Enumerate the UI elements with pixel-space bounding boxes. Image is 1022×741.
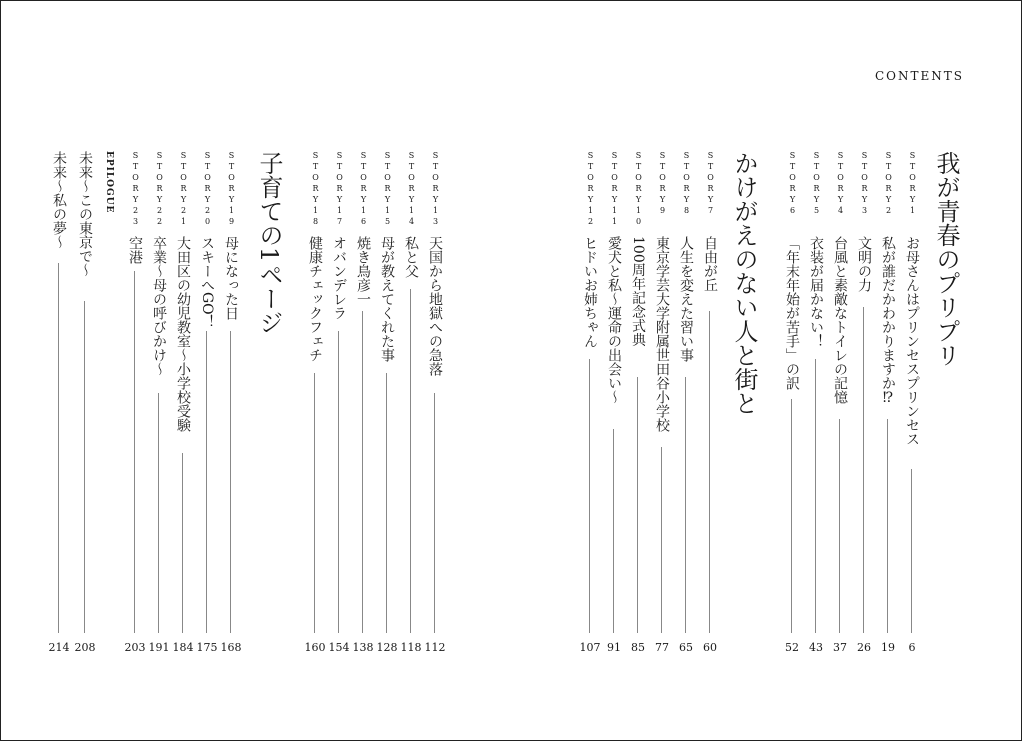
story-title: 東京学芸大学附属世田谷小学校: [654, 236, 670, 432]
page-number: 43: [809, 641, 823, 654]
section-title-1: 我が青春のプリプリ: [932, 151, 960, 367]
leader-line: [434, 393, 435, 633]
epilogue-title: 未来～この東京で～: [77, 151, 93, 277]
story-number: STORY14: [407, 151, 416, 228]
story-number: STORY10: [634, 151, 643, 228]
story-number: STORY6: [788, 151, 797, 217]
leader-line: [410, 289, 411, 633]
story-title: 健康チェックフェチ: [307, 236, 323, 362]
story-number: STORY1: [908, 151, 917, 217]
story-title: 衣装が届かない！: [808, 236, 824, 348]
page-number: 191: [148, 641, 170, 654]
story-title: 私と父: [403, 236, 419, 278]
story-title: お母さんはプリンセスプリンセス: [904, 236, 920, 446]
page-number: 154: [328, 641, 350, 654]
story-title: 空港: [127, 236, 143, 264]
leader-line: [637, 377, 638, 633]
leader-line: [911, 469, 912, 633]
story-number: STORY7: [706, 151, 715, 217]
page-number: 160: [304, 641, 326, 654]
story-title: 焼き鳥彦一: [355, 236, 371, 306]
leader-line: [362, 311, 363, 633]
story-number: STORY9: [658, 151, 667, 217]
story-number: STORY13: [431, 151, 440, 228]
story-title: 文明の力: [856, 236, 872, 292]
section-title-2: かけがえのない人と街と: [730, 151, 758, 415]
leader-line: [613, 429, 614, 633]
page-number: 168: [220, 641, 242, 654]
leader-line: [791, 399, 792, 633]
leader-line: [134, 271, 135, 633]
story-title: ヒドいお姉ちゃん: [582, 236, 598, 348]
story-title: 100周年記念式典: [630, 236, 646, 347]
story-number: STORY5: [812, 151, 821, 217]
story-title: 「年末年始が苦手」の訳: [784, 236, 800, 390]
story-number: STORY16: [359, 151, 368, 228]
leader-line: [661, 447, 662, 633]
story-title: 私が誰だかわかりますか⁉: [880, 236, 896, 406]
leader-line: [58, 263, 59, 633]
leader-line: [839, 419, 840, 633]
page-number: 128: [376, 641, 398, 654]
page-number: 85: [631, 641, 645, 654]
page-number: 175: [196, 641, 218, 654]
leader-line: [386, 373, 387, 633]
story-number: STORY4: [836, 151, 845, 217]
leader-line: [206, 331, 207, 633]
story-title: 母になった日: [223, 236, 239, 320]
page-number: 184: [172, 641, 194, 654]
story-number: STORY17: [335, 151, 344, 228]
leader-line: [589, 359, 590, 633]
page-number: 208: [74, 641, 96, 654]
story-number: STORY12: [586, 151, 595, 228]
story-number: STORY20: [203, 151, 212, 228]
leader-line: [887, 419, 888, 633]
leader-line: [158, 393, 159, 633]
story-title: 人生を変えた習い事: [678, 236, 694, 362]
story-number: STORY18: [311, 151, 320, 228]
page-number: 138: [352, 641, 374, 654]
story-title: 自由が丘: [702, 236, 718, 292]
page-number: 26: [857, 641, 871, 654]
story-number: STORY15: [383, 151, 392, 228]
story-number: STORY21: [179, 151, 188, 228]
story-number: STORY22: [155, 151, 164, 228]
contents-label: CONTENTS: [875, 69, 965, 83]
page-number: 91: [607, 641, 621, 654]
story-number: STORY2: [884, 151, 893, 217]
story-number: STORY19: [227, 151, 236, 228]
page-number: 214: [48, 641, 70, 654]
leader-line: [863, 307, 864, 633]
leader-line: [182, 453, 183, 633]
page-number: 6: [908, 641, 916, 654]
page-number: 118: [400, 641, 422, 654]
leader-line: [314, 373, 315, 633]
story-title: 大田区の幼児教室～小学校受験: [175, 236, 191, 432]
page-number: 60: [703, 641, 717, 654]
story-title: 卒業～母の呼びかけ～: [151, 236, 167, 376]
leader-line: [815, 359, 816, 633]
epilogue-title: 未来～私の夢～: [51, 151, 67, 249]
story-number: STORY11: [610, 151, 619, 228]
story-title: 台風と素敵なトイレの記憶: [832, 236, 848, 404]
page-number: 65: [679, 641, 693, 654]
epilogue-label: EPILOGUE: [104, 151, 114, 214]
story-number: STORY3: [860, 151, 869, 217]
page-number: 77: [655, 641, 669, 654]
story-title: 愛犬と私～運命の出会い～: [606, 236, 622, 404]
story-title: 天国から地獄への急落: [427, 236, 443, 376]
page-number: 203: [124, 641, 146, 654]
page-number: 19: [881, 641, 895, 654]
leader-line: [709, 311, 710, 633]
leader-line: [84, 301, 85, 633]
story-title: 母が教えてくれた事: [379, 236, 395, 362]
story-number: STORY23: [131, 151, 140, 228]
story-number: STORY8: [682, 151, 691, 217]
leader-line: [230, 331, 231, 633]
leader-line: [338, 331, 339, 633]
page-number: 52: [785, 641, 799, 654]
page-number: 112: [424, 641, 446, 654]
page-number: 107: [579, 641, 601, 654]
story-title: スキーへGO！: [199, 236, 215, 329]
story-title: オバンデレラ: [331, 236, 347, 320]
section-title-3: 子育ての1ページ: [255, 151, 283, 335]
leader-line: [685, 377, 686, 633]
page-number: 37: [833, 641, 847, 654]
